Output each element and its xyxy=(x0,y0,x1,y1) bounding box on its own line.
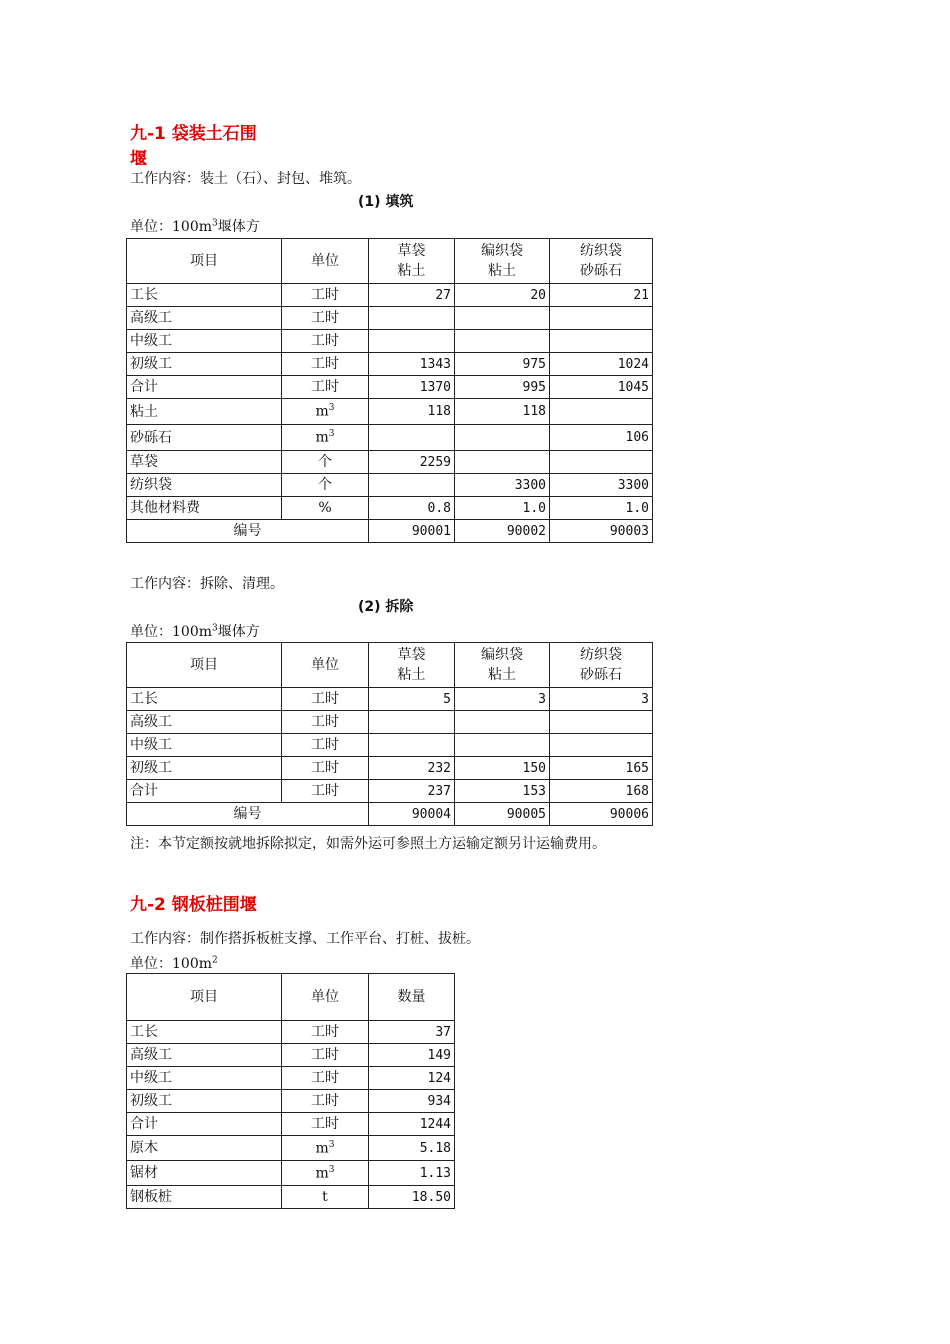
row-value-col1: 1343 xyxy=(369,353,455,376)
row-unit: 工时 xyxy=(282,734,369,757)
row-unit: $m^3$ xyxy=(282,1136,369,1161)
row-value-col2 xyxy=(455,425,550,451)
section-1-title: 九-1 袋装土石围 xyxy=(130,124,257,144)
row-value-col1: 237 xyxy=(369,780,455,803)
row-value-col1 xyxy=(369,425,455,451)
row-item: 高级工 xyxy=(127,1044,282,1067)
row-value-col1: 0.8 xyxy=(369,497,455,520)
row-item: 高级工 xyxy=(127,307,282,330)
unit-line-1: 单位：$100m^3$堰体方 xyxy=(130,218,260,235)
subtitle-remove: (2) 拆除 xyxy=(358,599,414,615)
code-value: 90004 xyxy=(369,803,455,826)
table-row xyxy=(127,284,653,307)
row-value-col1 xyxy=(369,734,455,757)
row-value-col2 xyxy=(455,330,550,353)
row-item: 工长 xyxy=(127,1021,282,1044)
work-content-2: 工作内容：拆除、清理。 xyxy=(130,576,284,592)
row-unit: 工时 xyxy=(282,307,369,330)
header-item: 项目 xyxy=(127,974,282,1021)
section-2-title: 九-2 钢板桩围堰 xyxy=(130,895,257,915)
row-item: 初级工 xyxy=(127,757,282,780)
header-unit: 单位 xyxy=(282,643,369,688)
code-value: 90006 xyxy=(550,803,653,826)
row-unit: % xyxy=(282,497,369,520)
row-value-col2: 975 xyxy=(455,353,550,376)
header-col3: 纺织袋 砂砾石 xyxy=(550,643,653,688)
row-value-col2 xyxy=(455,451,550,474)
subtitle-fill: (1) 填筑 xyxy=(358,194,414,210)
row-value-col1 xyxy=(369,307,455,330)
row-value-col3 xyxy=(550,451,653,474)
row-unit: 工时 xyxy=(282,757,369,780)
row-item: 中级工 xyxy=(127,734,282,757)
code-row xyxy=(127,803,653,826)
row-unit: 工时 xyxy=(282,1113,369,1136)
row-value-col2 xyxy=(455,307,550,330)
table-row xyxy=(127,1186,455,1209)
code-value: 90001 xyxy=(369,520,455,543)
row-value-col3: 165 xyxy=(550,757,653,780)
table-row xyxy=(127,688,653,711)
row-quantity: 149 xyxy=(369,1044,455,1067)
row-item: 工长 xyxy=(127,284,282,307)
table-row xyxy=(127,497,653,520)
header-col1: 草袋 粘土 xyxy=(369,239,455,284)
row-value-col2 xyxy=(455,711,550,734)
table-header-row xyxy=(127,643,653,688)
header-qty: 数量 xyxy=(369,974,455,1021)
table-row xyxy=(127,711,653,734)
row-value-col3: 3 xyxy=(550,688,653,711)
table-row xyxy=(127,451,653,474)
row-value-col2: 1.0 xyxy=(455,497,550,520)
table-row xyxy=(127,1067,455,1090)
row-value-col2: 995 xyxy=(455,376,550,399)
table-row xyxy=(127,1021,455,1044)
row-unit: $m^3$ xyxy=(282,399,369,425)
table-row xyxy=(127,1044,455,1067)
row-value-col2: 118 xyxy=(455,399,550,425)
row-unit: 工时 xyxy=(282,1021,369,1044)
row-unit: 工时 xyxy=(282,376,369,399)
row-item: 其他材料费 xyxy=(127,497,282,520)
table-row xyxy=(127,376,653,399)
row-unit: 工时 xyxy=(282,1067,369,1090)
row-value-col1: 2259 xyxy=(369,451,455,474)
row-value-col3 xyxy=(550,711,653,734)
table-row xyxy=(127,399,653,425)
header-col3: 纺织袋 砂砾石 xyxy=(550,239,653,284)
row-value-col3: 106 xyxy=(550,425,653,451)
row-quantity: 5.18 xyxy=(369,1136,455,1161)
row-value-col1: 118 xyxy=(369,399,455,425)
work-content-3: 工作内容：制作搭拆板桩支撑、工作平台、打桩、拔桩。 xyxy=(130,931,480,947)
unit-line-2: 单位：$100m^3$堰体方 xyxy=(130,623,260,640)
table-row xyxy=(127,1136,455,1161)
row-quantity: 1.13 xyxy=(369,1161,455,1186)
row-value-col1: 1370 xyxy=(369,376,455,399)
row-item: 合计 xyxy=(127,1113,282,1136)
row-value-col3 xyxy=(550,399,653,425)
row-unit: $m^3$ xyxy=(282,1161,369,1186)
row-value-col1: 27 xyxy=(369,284,455,307)
table-header-row xyxy=(127,239,653,284)
row-unit: 工时 xyxy=(282,1044,369,1067)
code-row xyxy=(127,520,653,543)
row-unit: 工时 xyxy=(282,284,369,307)
work-content-1: 工作内容：装土（石）、封包、堆筑。 xyxy=(130,171,361,187)
row-item: 工长 xyxy=(127,688,282,711)
row-value-col1 xyxy=(369,711,455,734)
row-value-col3: 1.0 xyxy=(550,497,653,520)
row-item: 合计 xyxy=(127,780,282,803)
table-row xyxy=(127,1090,455,1113)
row-quantity: 934 xyxy=(369,1090,455,1113)
row-item: 原木 xyxy=(127,1136,282,1161)
table-row xyxy=(127,780,653,803)
row-unit: 个 xyxy=(282,474,369,497)
row-unit: 工时 xyxy=(282,353,369,376)
header-item: 项目 xyxy=(127,239,282,284)
row-value-col1 xyxy=(369,330,455,353)
row-value-col3: 168 xyxy=(550,780,653,803)
row-item: 高级工 xyxy=(127,711,282,734)
code-label: 编号 xyxy=(127,520,369,543)
row-quantity: 18.50 xyxy=(369,1186,455,1209)
fill-table xyxy=(126,238,653,543)
row-unit: t xyxy=(282,1186,369,1209)
row-value-col1: 5 xyxy=(369,688,455,711)
table-row xyxy=(127,1161,455,1186)
header-col2: 编织袋 粘土 xyxy=(455,239,550,284)
table-row xyxy=(127,734,653,757)
unit-line-3: 单位：$100m^2$ xyxy=(130,955,218,972)
row-item: 初级工 xyxy=(127,1090,282,1113)
row-unit: 个 xyxy=(282,451,369,474)
table-row xyxy=(127,353,653,376)
row-value-col3: 1024 xyxy=(550,353,653,376)
row-value-col2: 153 xyxy=(455,780,550,803)
row-value-col1: 232 xyxy=(369,757,455,780)
table-header-row xyxy=(127,974,455,1021)
table-row xyxy=(127,474,653,497)
table-row xyxy=(127,425,653,451)
row-item: 初级工 xyxy=(127,353,282,376)
note-text: 注：本节定额按就地拆除拟定，如需外运可参照土方运输定额另计运输费用。 xyxy=(130,836,606,852)
row-unit: 工时 xyxy=(282,688,369,711)
row-item: 中级工 xyxy=(127,330,282,353)
remove-table xyxy=(126,642,653,826)
row-quantity: 124 xyxy=(369,1067,455,1090)
table-row xyxy=(127,307,653,330)
row-item: 锯材 xyxy=(127,1161,282,1186)
row-value-col3: 21 xyxy=(550,284,653,307)
header-col2: 编织袋 粘土 xyxy=(455,643,550,688)
row-item: 粘土 xyxy=(127,399,282,425)
row-item: 草袋 xyxy=(127,451,282,474)
header-unit: 单位 xyxy=(282,239,369,284)
row-item: 合计 xyxy=(127,376,282,399)
sheet-pile-table xyxy=(126,973,455,1209)
row-value-col2 xyxy=(455,734,550,757)
row-value-col3: 1045 xyxy=(550,376,653,399)
row-unit: $m^3$ xyxy=(282,425,369,451)
row-value-col2: 150 xyxy=(455,757,550,780)
row-value-col3 xyxy=(550,734,653,757)
header-item: 项目 xyxy=(127,643,282,688)
row-item: 纺织袋 xyxy=(127,474,282,497)
header-unit: 单位 xyxy=(282,974,369,1021)
row-value-col2: 20 xyxy=(455,284,550,307)
header-col1: 草袋 粘土 xyxy=(369,643,455,688)
row-item: 中级工 xyxy=(127,1067,282,1090)
row-unit: 工时 xyxy=(282,1090,369,1113)
row-value-col3 xyxy=(550,330,653,353)
row-unit: 工时 xyxy=(282,330,369,353)
row-value-col2: 3300 xyxy=(455,474,550,497)
code-value: 90005 xyxy=(455,803,550,826)
row-quantity: 37 xyxy=(369,1021,455,1044)
row-value-col2: 3 xyxy=(455,688,550,711)
row-item: 钢板桩 xyxy=(127,1186,282,1209)
row-value-col3: 3300 xyxy=(550,474,653,497)
section-1-title-cont: 堰 xyxy=(130,149,147,169)
table-row xyxy=(127,1113,455,1136)
row-unit: 工时 xyxy=(282,711,369,734)
code-value: 90003 xyxy=(550,520,653,543)
code-label: 编号 xyxy=(127,803,369,826)
table-row xyxy=(127,757,653,780)
table-row xyxy=(127,330,653,353)
row-item: 砂砾石 xyxy=(127,425,282,451)
row-quantity: 1244 xyxy=(369,1113,455,1136)
row-unit: 工时 xyxy=(282,780,369,803)
row-value-col1 xyxy=(369,474,455,497)
code-value: 90002 xyxy=(455,520,550,543)
row-value-col3 xyxy=(550,307,653,330)
